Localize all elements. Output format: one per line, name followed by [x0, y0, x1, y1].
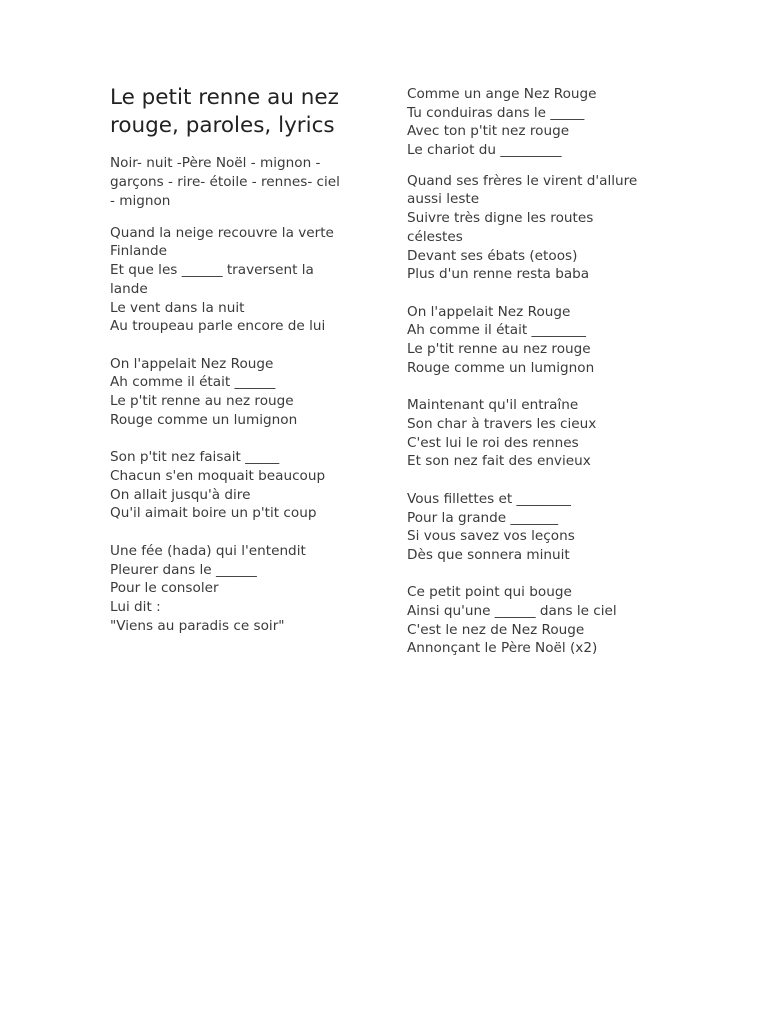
lyric-line: Le chariot du _________ [407, 142, 562, 158]
lyric-line: Pour la grande _______ [407, 510, 559, 526]
lyric-line: Annonçant le Père Noël (x2) [407, 640, 598, 656]
lyric-line: Plus d'un renne resta baba [407, 266, 590, 282]
lyric-line: Le p'tit renne au nez rouge [407, 341, 591, 357]
word-bank-line: - mignon [110, 193, 171, 209]
lyric-line: C'est lui le roi des rennes [407, 435, 579, 451]
lyric-line: Le p'tit renne au nez rouge [110, 393, 294, 409]
lyric-line: Et que les ______ traversent la [110, 262, 314, 278]
lyric-line: Dès que sonnera minuit [407, 547, 570, 563]
lyric-line: Ainsi qu'une ______ dans le ciel [407, 603, 617, 619]
lyric-line: Et son nez fait des envieux [407, 453, 591, 469]
lyric-line: Une fée (hada) qui l'entendit [110, 543, 306, 559]
lyric-line: Ah comme il était ________ [407, 322, 586, 338]
lyric-line: Finlande [110, 243, 167, 259]
lyric-line: Tu conduiras dans le _____ [407, 105, 585, 121]
lyric-line: Quand la neige recouvre la verte [110, 225, 334, 241]
lyric-line: Vous fillettes et ________ [407, 491, 571, 507]
lyric-line: Ah comme il était ______ [110, 374, 276, 390]
word-bank-line: Noir- nuit -Père Noël - mignon - [110, 155, 321, 171]
lyric-line: On l'appelait Nez Rouge [407, 304, 571, 320]
lyric-line: Rouge comme un lumignon [110, 412, 298, 428]
lyric-line: lande [110, 281, 148, 297]
lyric-line: Si vous savez vos leçons [407, 528, 575, 544]
lyric-line: Son p'tit nez faisait _____ [110, 449, 280, 465]
lyric-line: Maintenant qu'il entraîne [407, 397, 579, 413]
lyric-line: Ce petit point qui bouge [407, 584, 572, 600]
lyric-line: Devant ses ébats (etoos) [407, 248, 578, 264]
lyric-line: Quand ses frères le virent d'allure [407, 173, 638, 189]
lyric-line: On allait jusqu'à dire [110, 487, 251, 503]
lyric-line: Qu'il aimait boire un p'tit coup [110, 505, 317, 521]
lyric-line: Le vent dans la nuit [110, 300, 245, 316]
lyric-line: C'est le nez de Nez Rouge [407, 622, 585, 638]
lyric-line: Son char à travers les cieux [407, 416, 597, 432]
lyric-line: On l'appelait Nez Rouge [110, 356, 274, 372]
lyric-line: "Viens au paradis ce soir" [110, 618, 285, 634]
lyric-line: Pour le consoler [110, 580, 219, 596]
lyric-line: Rouge comme un lumignon [407, 360, 595, 376]
lyric-line: Au troupeau parle encore de lui [110, 318, 326, 334]
lyric-line: Lui dit : [110, 599, 161, 615]
document-title: Le petit renne au nez rouge, paroles, lyrics [110, 85, 339, 138]
lyric-line: aussi leste [407, 191, 480, 207]
lyric-line: célestes [407, 229, 463, 245]
lyric-line: Pleurer dans le ______ [110, 562, 257, 578]
lyric-line: Avec ton p'tit nez rouge [407, 123, 570, 139]
lyric-line: Comme un ange Nez Rouge [407, 86, 597, 102]
lyric-line: Suivre très digne les routes [407, 210, 594, 226]
lyric-line: Chacun s'en moquait beaucoup [110, 468, 326, 484]
word-bank-line: garçons - rire- étoile - rennes- ciel [110, 174, 340, 190]
